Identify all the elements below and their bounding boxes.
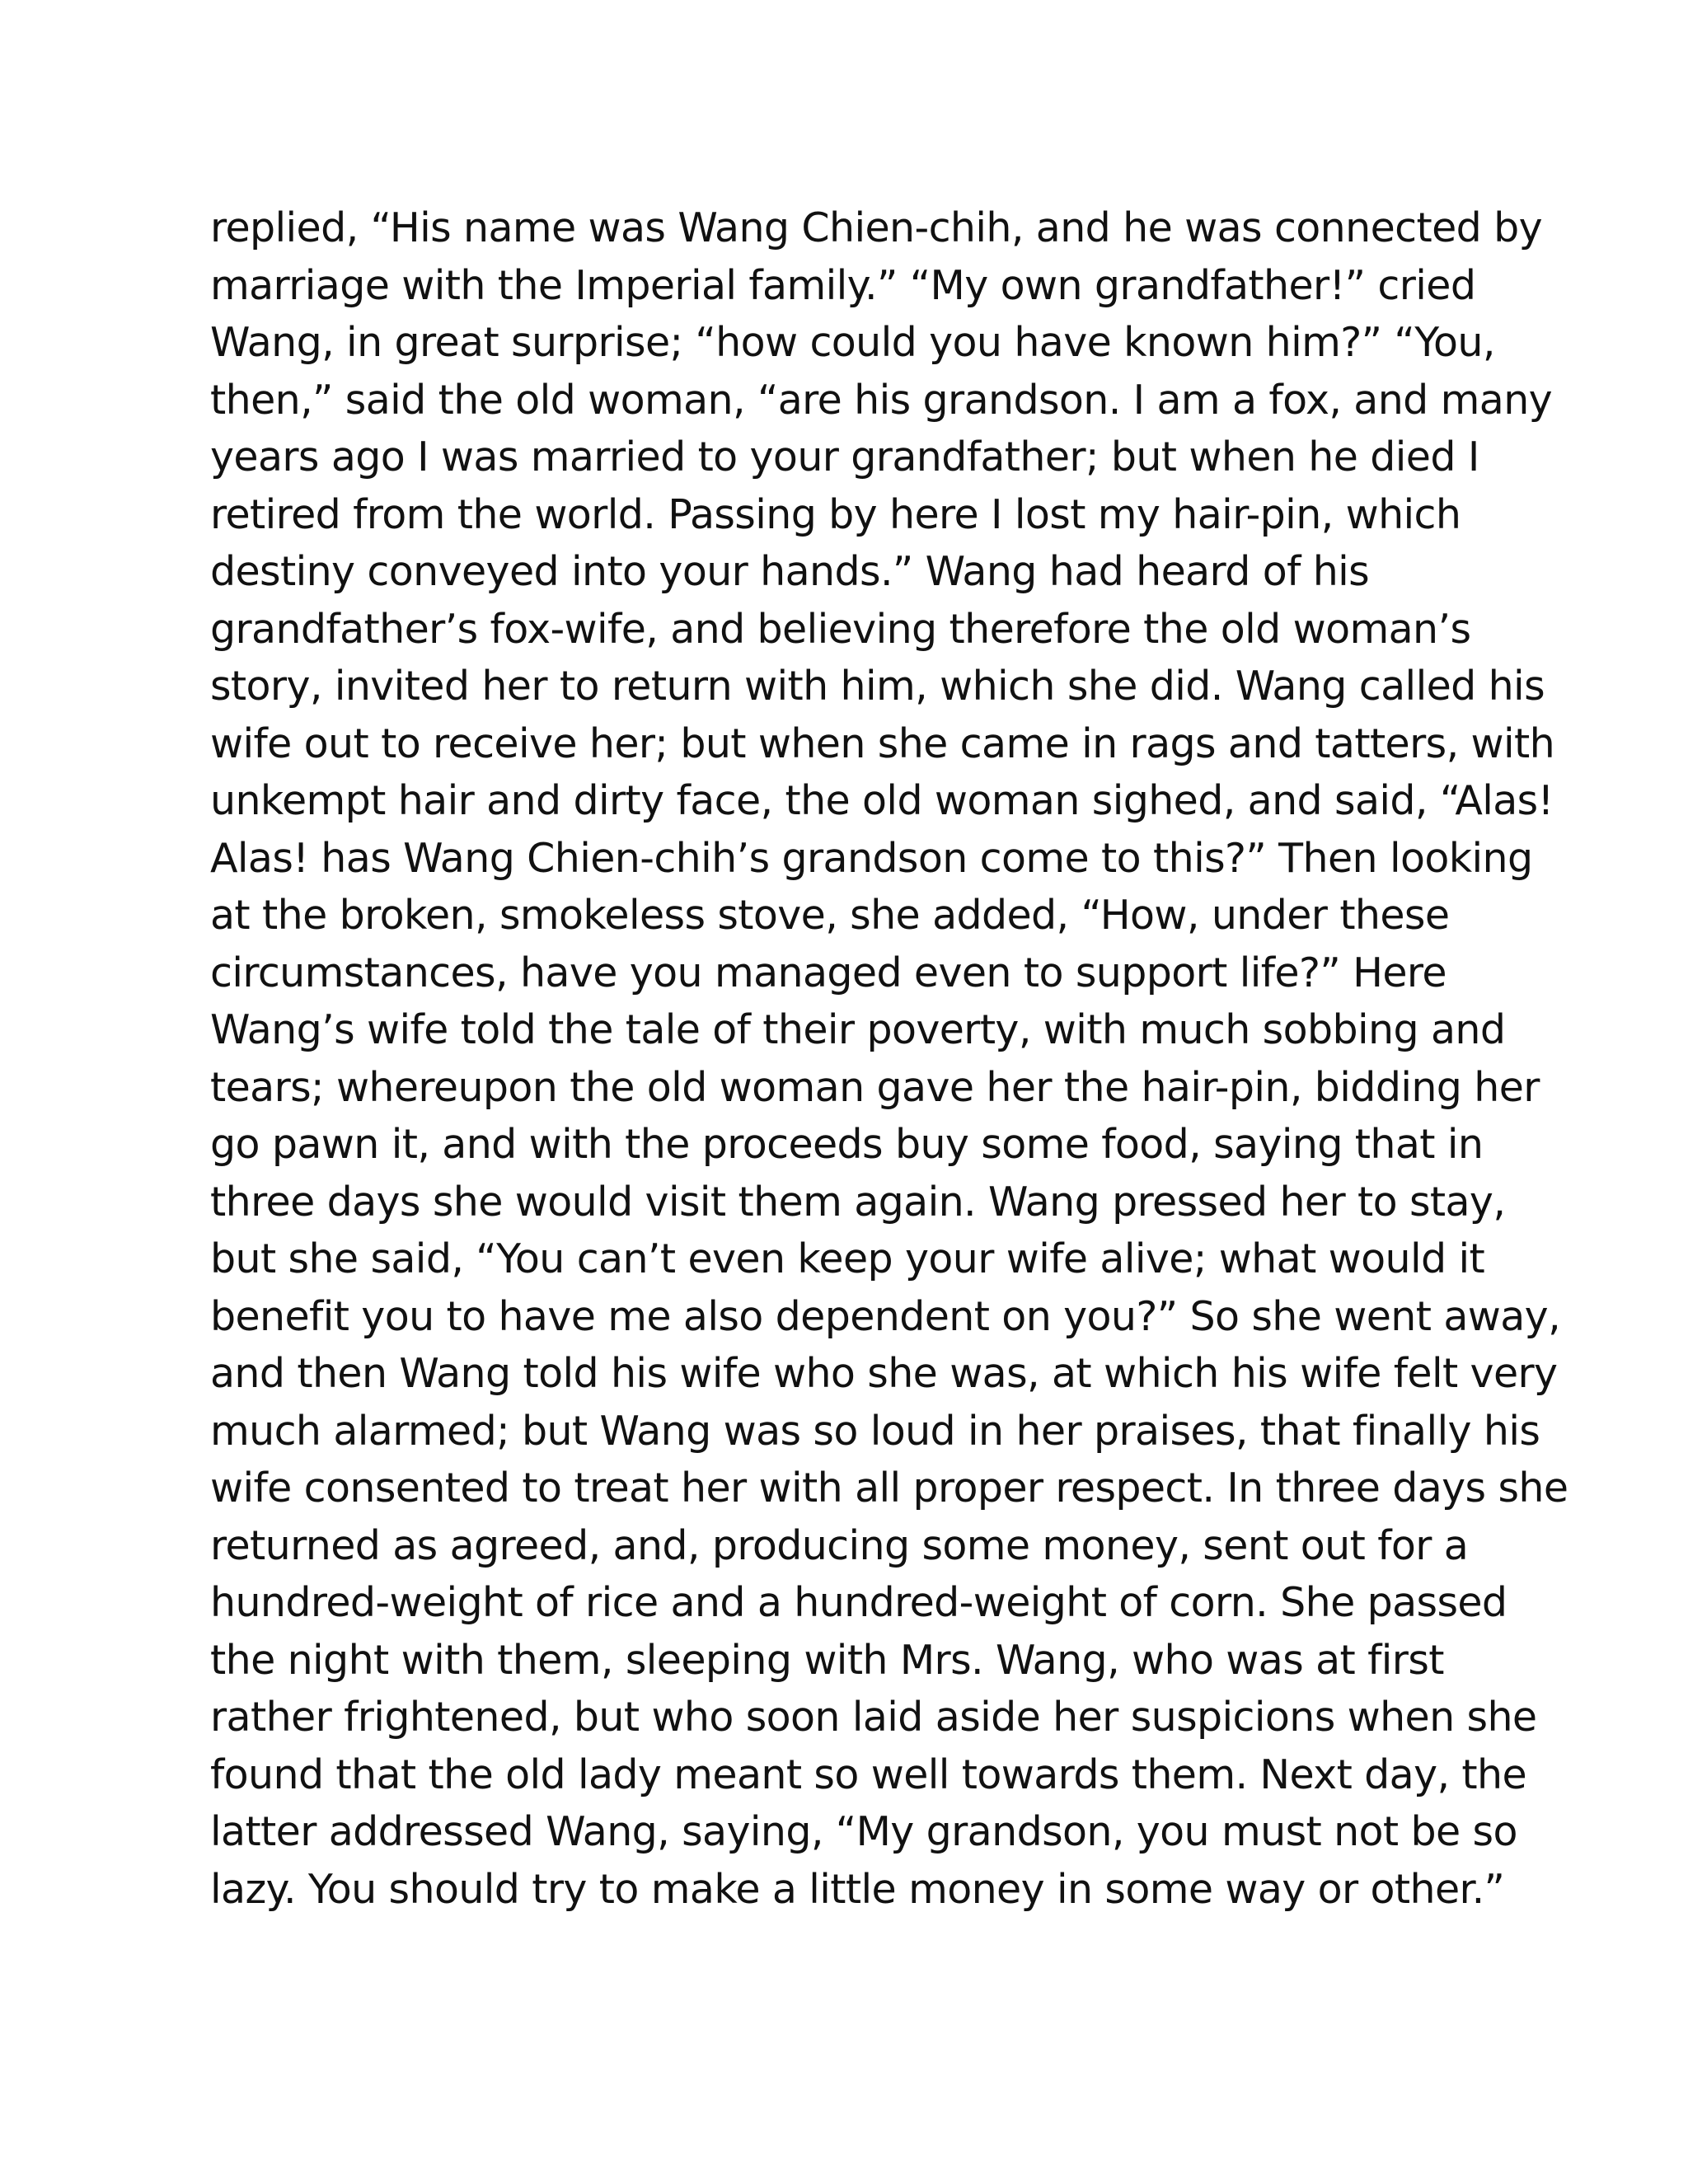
text-line: the night with them, sleeping with Mrs. Wang, who was at first — [210, 1636, 1444, 1684]
text-line: three days she would visit them again. Wang pressed her to stay, — [210, 1178, 1506, 1226]
text-line: but she said, “You can’t even keep your wife alive; what would it — [210, 1235, 1485, 1282]
text-line: grandfather’s fox-wife, and believing therefore the old woman’s — [210, 605, 1471, 653]
text-line: Alas! has Wang Chien-chih’s grandson come to this?” Then looking — [210, 834, 1533, 882]
text-line: at the broken, smokeless stove, she added, “How, under these — [210, 892, 1450, 939]
text-line: story, invited her to return with him, which she did. Wang called his — [210, 663, 1545, 710]
text-line: marriage with the Imperial family.” “My own grandfather!” cried — [210, 261, 1476, 309]
text-line: circumstances, have you managed even to support life?” Here — [210, 949, 1447, 996]
text-line: latter addressed Wang, saying, “My grandson, you must not be so — [210, 1808, 1517, 1855]
body-text — [210, 199, 1568, 1918]
text-line: rather frightened, but who soon laid aside her suspicions when she — [210, 1694, 1537, 1741]
text-line: unkempt hair and dirty face, the old woman sighed, and said, “Alas! — [210, 777, 1554, 824]
text-line: benefit you to have me also dependent on you?” So she went away, — [210, 1292, 1561, 1340]
text-line: Wang, in great surprise; “how could you have known him?” “You, — [210, 319, 1495, 366]
text-line: retired from the world. Passing by here I lost my hair-pin, which — [210, 490, 1461, 538]
text-line: much alarmed; but Wang was so loud in her praises, that finally his — [210, 1407, 1540, 1455]
text-line: tears; whereupon the old woman gave her the hair-pin, bidding her — [210, 1063, 1540, 1111]
text-line: go pawn it, and with the proceeds buy some food, saying that in — [210, 1121, 1484, 1168]
text-line: and then Wang told his wife who she was, at which his wife felt very — [210, 1350, 1558, 1397]
text-line: Wang’s wife told the tale of their poverty, with much sobbing and — [210, 1006, 1506, 1053]
text-line: found that the old lady meant so well towards them. Next day, the — [210, 1750, 1527, 1798]
text-line: hundred-weight of rice and a hundred-weight of corn. She passed — [210, 1579, 1507, 1626]
text-line: destiny conveyed into your hands.” Wang had heard of his — [210, 548, 1370, 595]
text-line: lazy. You should try to make a little money in some way or other.” — [210, 1865, 1505, 1913]
text-line: replied, “His name was Wang Chien-chih, and he was connected by — [210, 204, 1542, 251]
text-line: returned as agreed, and, producing some money, sent out for a — [210, 1521, 1469, 1569]
text-line: then,” said the old woman, “are his grandson. I am a fox, and many — [210, 376, 1553, 424]
text-line: wife consented to treat her with all proper respect. In three days she — [210, 1465, 1568, 1511]
text-line: years ago I was married to your grandfather; but when he died I — [210, 434, 1479, 480]
text-line: wife out to receive her; but when she came in rags and tatters, with — [210, 719, 1555, 767]
